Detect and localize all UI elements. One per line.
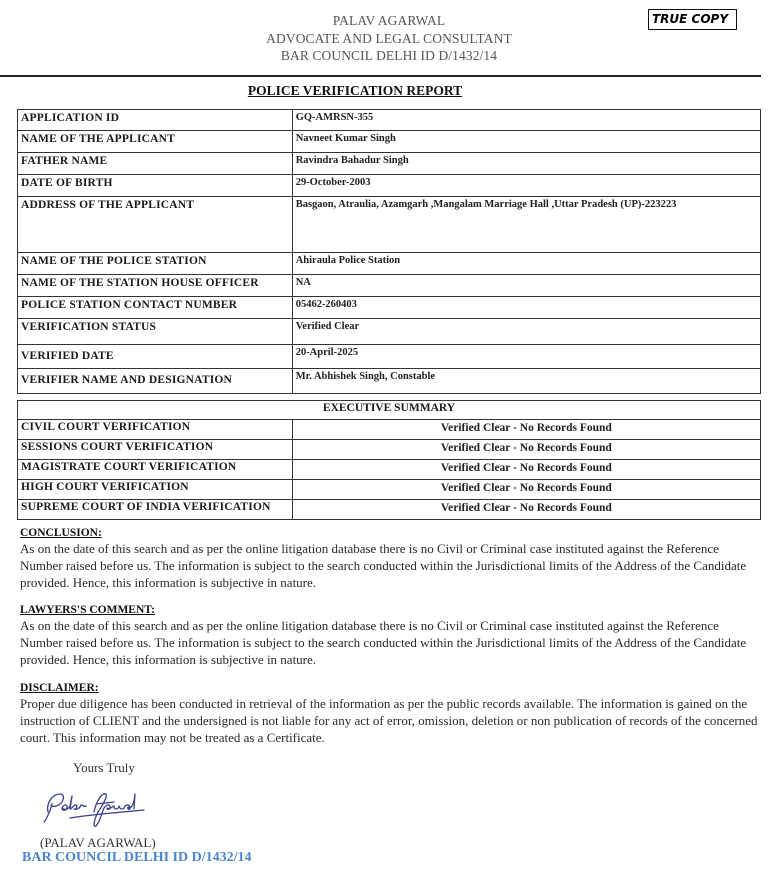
disclaimer-section (20, 681, 760, 746)
table-row (18, 440, 761, 460)
header-divider (0, 75, 761, 77)
detail-label: DATE OF BIRTH (18, 175, 293, 197)
summary-label: HIGH COURT VERIFICATION (18, 480, 293, 500)
detail-label: NAME OF THE STATION HOUSE OFFICER (18, 275, 293, 297)
true-copy-stamp: TRUE COPY (648, 9, 737, 30)
detail-value: 29-October-2003 (292, 175, 760, 197)
table-row (18, 110, 761, 131)
signatory-name: (PALAV AGARWAL) (40, 835, 156, 850)
table-row (18, 319, 761, 345)
summary-value: Verified Clear - No Records Found (292, 500, 760, 520)
detail-value: Mr. Abhishek Singh, Constable (292, 369, 760, 394)
executive-summary-title: EXECUTIVE SUMMARY (18, 401, 761, 420)
conclusion-section (20, 526, 760, 591)
summary-label: CIVIL COURT VERIFICATION (18, 420, 293, 440)
conclusion-text: As on the date of this search and as per the online litigation database there is no Civil or Criminal case instituted against the Reference Number raised before us. The information is subject to the search conducted within the Jurisdictional limits of the Address of the Candidate provided. Hence, this information is subjective in nature. (20, 541, 747, 590)
detail-label: FATHER NAME (18, 153, 293, 175)
lawyers-comment-section (20, 603, 760, 668)
table-row (18, 369, 761, 394)
applicant-details-table (17, 109, 761, 394)
detail-label: NAME OF THE POLICE STATION (18, 253, 293, 275)
report-title: POLICE VERIFICATION REPORT (247, 83, 463, 98)
detail-value: Ravindra Bahadur Singh (292, 153, 760, 175)
disclaimer-text: Proper due diligence has been conducted in retrieval of the information as per the public records available. The information is gained on the instruction of CLIENT and the undersigned is not liable for any act of error, omission, deletion or non publication of records of the concerned court. This information may not be treated as a Certificate. (20, 696, 758, 745)
detail-label: POLICE STATION CONTACT NUMBER (18, 297, 293, 319)
disclaimer-heading: DISCLAIMER: (20, 682, 99, 694)
detail-label: APPLICATION ID (18, 110, 293, 131)
detail-value: GQ-AMRSN-355 (292, 110, 760, 131)
detail-label: VERIFIED DATE (18, 345, 293, 369)
summary-label: SUPREME COURT OF INDIA VERIFICATION (18, 500, 293, 520)
signature-icon (40, 782, 160, 834)
detail-label: NAME OF THE APPLICANT (18, 131, 293, 153)
summary-label: MAGISTRATE COURT VERIFICATION (18, 460, 293, 480)
bar-council-id: BAR COUNCIL DELHI ID D/1432/14 (280, 48, 498, 63)
detail-value: 20-April-2025 (292, 345, 760, 369)
table-row (18, 275, 761, 297)
table-row (18, 297, 761, 319)
table-row (18, 253, 761, 275)
table-row (18, 175, 761, 197)
detail-value: Navneet Kumar Singh (292, 131, 760, 153)
executive-summary-table (17, 400, 761, 520)
table-row (18, 153, 761, 175)
table-row (18, 500, 761, 520)
detail-label: VERIFIER NAME AND DESIGNATION (18, 369, 293, 394)
summary-value: Verified Clear - No Records Found (292, 480, 760, 500)
table-row (18, 197, 761, 253)
table-header-row (18, 401, 761, 420)
detail-value: Basgaon, Atraulia, Azamgarh ,Mangalam Marriage Hall ,Uttar Pradesh (UP)-223223 (292, 197, 760, 253)
detail-label: VERIFICATION STATUS (18, 319, 293, 345)
table-row (18, 460, 761, 480)
advocate-name: PALAV AGARWAL (332, 13, 446, 28)
table-row (18, 345, 761, 369)
table-row (18, 480, 761, 500)
table-row (18, 131, 761, 153)
summary-value: Verified Clear - No Records Found (292, 460, 760, 480)
lawyers-comment-text: As on the date of this search and as per the online litigation database there is no Civil or Criminal case instituted against the Reference Number raised before us. The information is subject to the search conducted within the Jurisdictional limits of the Address of the Candidate provided. Hence, this information is subjective in nature. (20, 618, 747, 667)
detail-label: ADDRESS OF THE APPLICANT (18, 197, 293, 253)
detail-value: Verified Clear (292, 319, 760, 345)
summary-value: Verified Clear - No Records Found (292, 440, 760, 460)
closing-text: Yours Truly (73, 760, 135, 775)
summary-label: SESSIONS COURT VERIFICATION (18, 440, 293, 460)
detail-value: Ahiraula Police Station (292, 253, 760, 275)
signatory-bar-id: BAR COUNCIL DELHI ID D/1432/14 (22, 850, 252, 865)
conclusion-heading: CONCLUSION: (20, 527, 102, 539)
lawyers-comment-heading: LAWYERS'S COMMENT: (20, 604, 155, 616)
summary-value: Verified Clear - No Records Found (292, 420, 760, 440)
detail-value: 05462-260403 (292, 297, 760, 319)
advocate-title: ADVOCATE AND LEGAL CONSULTANT (266, 30, 512, 46)
table-row (18, 420, 761, 440)
detail-value: NA (292, 275, 760, 297)
